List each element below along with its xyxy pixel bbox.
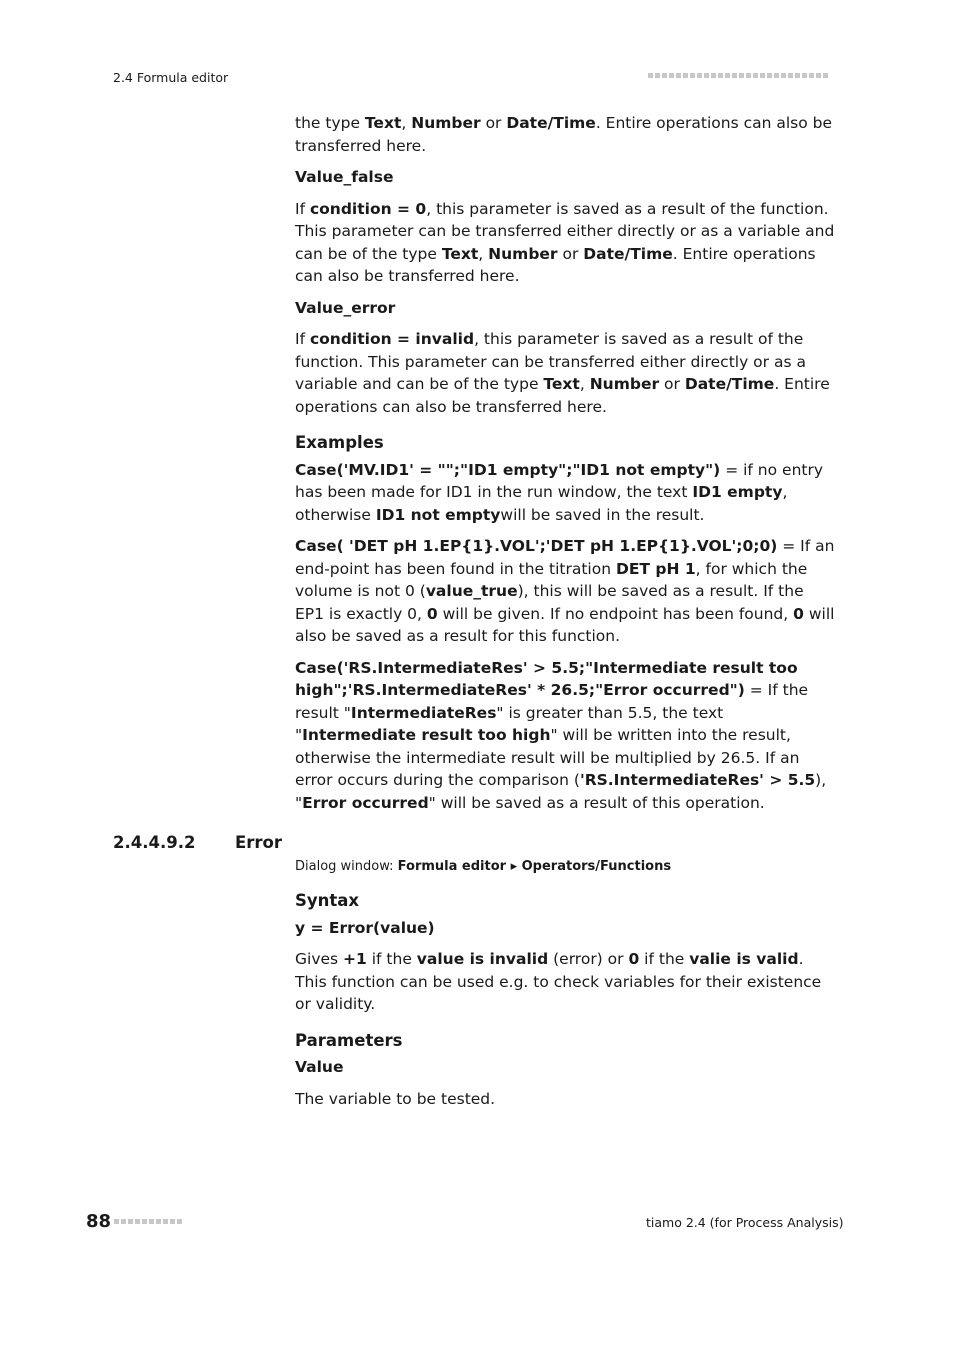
- dialog-window-path: Dialog window: Formula editor ▸ Operators/Functions: [295, 859, 672, 874]
- section-title: Error: [235, 833, 283, 852]
- header-section: 2.4 Formula editor: [113, 70, 229, 85]
- syntax-heading: Syntax: [295, 891, 360, 910]
- example-1: Case('MV.ID1' = "";"ID1 empty";"ID1 not empty") = if no entry has been made for ID1 in the run window, the text ID1 empty, otherwise ID1 not emptywill be saved in the result.: [295, 460, 824, 524]
- examples-heading: Examples: [295, 433, 384, 452]
- parameters-heading: Parameters: [295, 1030, 403, 1050]
- value-false-title: Value_false: [295, 168, 394, 186]
- header-decoration: [648, 73, 828, 78]
- section-number: 2.4.4.9.2: [113, 833, 196, 852]
- syntax-code: y = Error(value): [295, 918, 435, 937]
- error-section-content: [295, 858, 835, 1119]
- footer-product: tiamo 2.4 (for Process Analysis): [646, 1215, 844, 1230]
- param-description: The variable to be tested.: [295, 1089, 496, 1108]
- value-error-desc: If condition = invalid, this parameter is saved as a result of the function. This parameter can be transferred either directly or as a variable and can be of the type Text, Number or Date/Time. Entire operations can also be transferred here.: [295, 330, 830, 416]
- example-2: Case( 'DET pH 1.EP{1}.VOL';'DET pH 1.EP{1}.VOL';0;0) = If an end-point has been found in the titration DET pH 1, for which the volume is not 0 (value_true), this will be saved as a result. If the EP1 is exactly 0, 0 will be given. If no endpoint has been found, 0 will also be saved as a result for this function.: [295, 537, 835, 645]
- continuation-paragraph: the type Text, Number or Date/Time. Entire operations can also be transferred here.: [295, 114, 833, 155]
- value-false-desc: If condition = 0, this parameter is saved as a result of the function. This parameter can be transferred either directly or as a variable and can be of the type Text, Number or Date/Time. Entire operations can also be transferred here.: [295, 199, 835, 285]
- section-heading: [113, 833, 282, 852]
- page-number: 88: [86, 1211, 112, 1232]
- footer-decoration: [114, 1219, 182, 1224]
- main-content: [295, 112, 835, 823]
- error-description: Gives +1 if the value is invalid (error) or 0 if the valie is valid. This function can be used e.g. to check variables for their existence or validity.: [295, 950, 822, 1013]
- param-name: Value: [295, 1058, 344, 1076]
- example-3: Case('RS.IntermediateRes' > 5.5;"Intermediate result too high";'RS.IntermediateRes' * 26.5;"Error occurred") = If the result "IntermediateRes" is greater than 5.5, the text "Intermediate result too high" will be written into the result, otherwise the intermediate result will be multiplied by 26.5. If an error occurs during the comparison ('RS.IntermediateRes' > 5.5), "Error occurred" will be saved as a result of this operation.: [295, 658, 827, 812]
- value-error-title: Value_error: [295, 298, 396, 317]
